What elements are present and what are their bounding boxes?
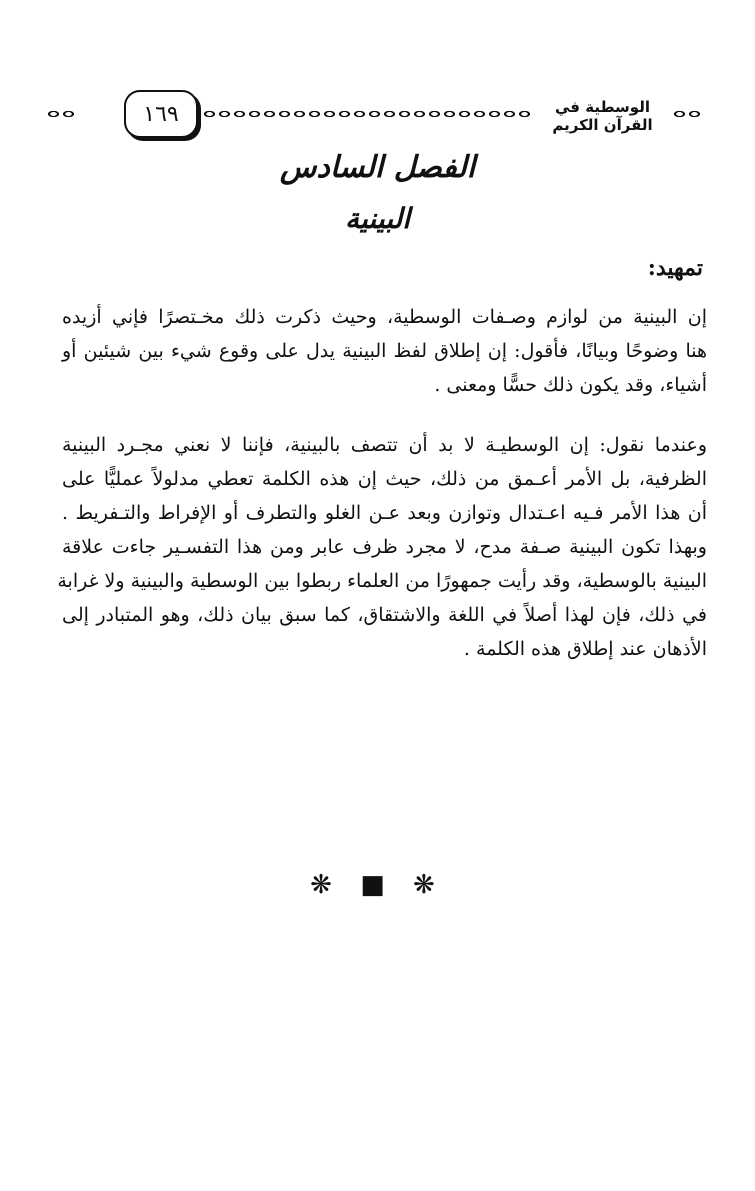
text-line: في ذلك، فإن لهذا أصلاً في اللغة والاشتقاق، كما سبق بيان ذلك، وهو المتبادر إلى xyxy=(62,604,707,626)
running-header xyxy=(40,90,715,140)
book-title: الوسطية في القرآن الكريم xyxy=(552,98,653,134)
ornament-chain-middle xyxy=(202,108,530,120)
text-line: الظرفية، بل الأمر أعـمق من ذلك، حيث إن هذه الكلمة تعطي مدلولاً عمليًّا على xyxy=(62,468,707,490)
chapter-title: الفصل السادس xyxy=(279,150,476,185)
text-line: الأذهان عند إطلاق هذه الكلمة . xyxy=(463,638,707,660)
text-line: أن هذا الأمر فـيه اعـتدال وتوازن وبعد عـن الغلو والتطرف أو الإفراط والتـفريط . xyxy=(62,502,707,524)
page-number: ١٦٩ xyxy=(124,90,198,138)
text-line: إن البينية من لوازم وصـفات الوسطية، وحيث ذكرت ذلك مخـتصرًا فإني أزيده xyxy=(62,306,707,328)
text-line: هنا وضوحًا وبيانًا، فأقول: إن إطلاق لفظ البينية يدل على وقوع شيء بين شيئين أو xyxy=(62,340,707,362)
ornament-chain-left xyxy=(46,108,76,120)
ornament-chain-right xyxy=(672,108,702,120)
chapter-subtitle: البينية xyxy=(344,202,411,235)
section-separator: ❋ ■ ❋ xyxy=(310,870,445,900)
text-line: وبهذا تكون البينية صـفة مدح، لا مجرد ظرف عابر ومن هذا التفسـير جاءت علاقة xyxy=(62,536,707,558)
paragraph-1 xyxy=(62,300,707,402)
paragraph-2 xyxy=(57,428,707,666)
text-line: أشياء، وقد يكون ذلك حسًّا ومعنى . xyxy=(434,374,707,396)
text-line: وعندما نقول: إن الوسطيـة لا بد أن تتصف بالبينية، فإننا لا نعني مجـرد البينية xyxy=(62,434,707,456)
text-line: البينية بالوسطية، وقد رأيت جمهورًا من العلماء ربطوا بين الوسطية والبينية ولا غرابة xyxy=(57,570,707,592)
section-label: تمهيد: xyxy=(647,255,703,281)
